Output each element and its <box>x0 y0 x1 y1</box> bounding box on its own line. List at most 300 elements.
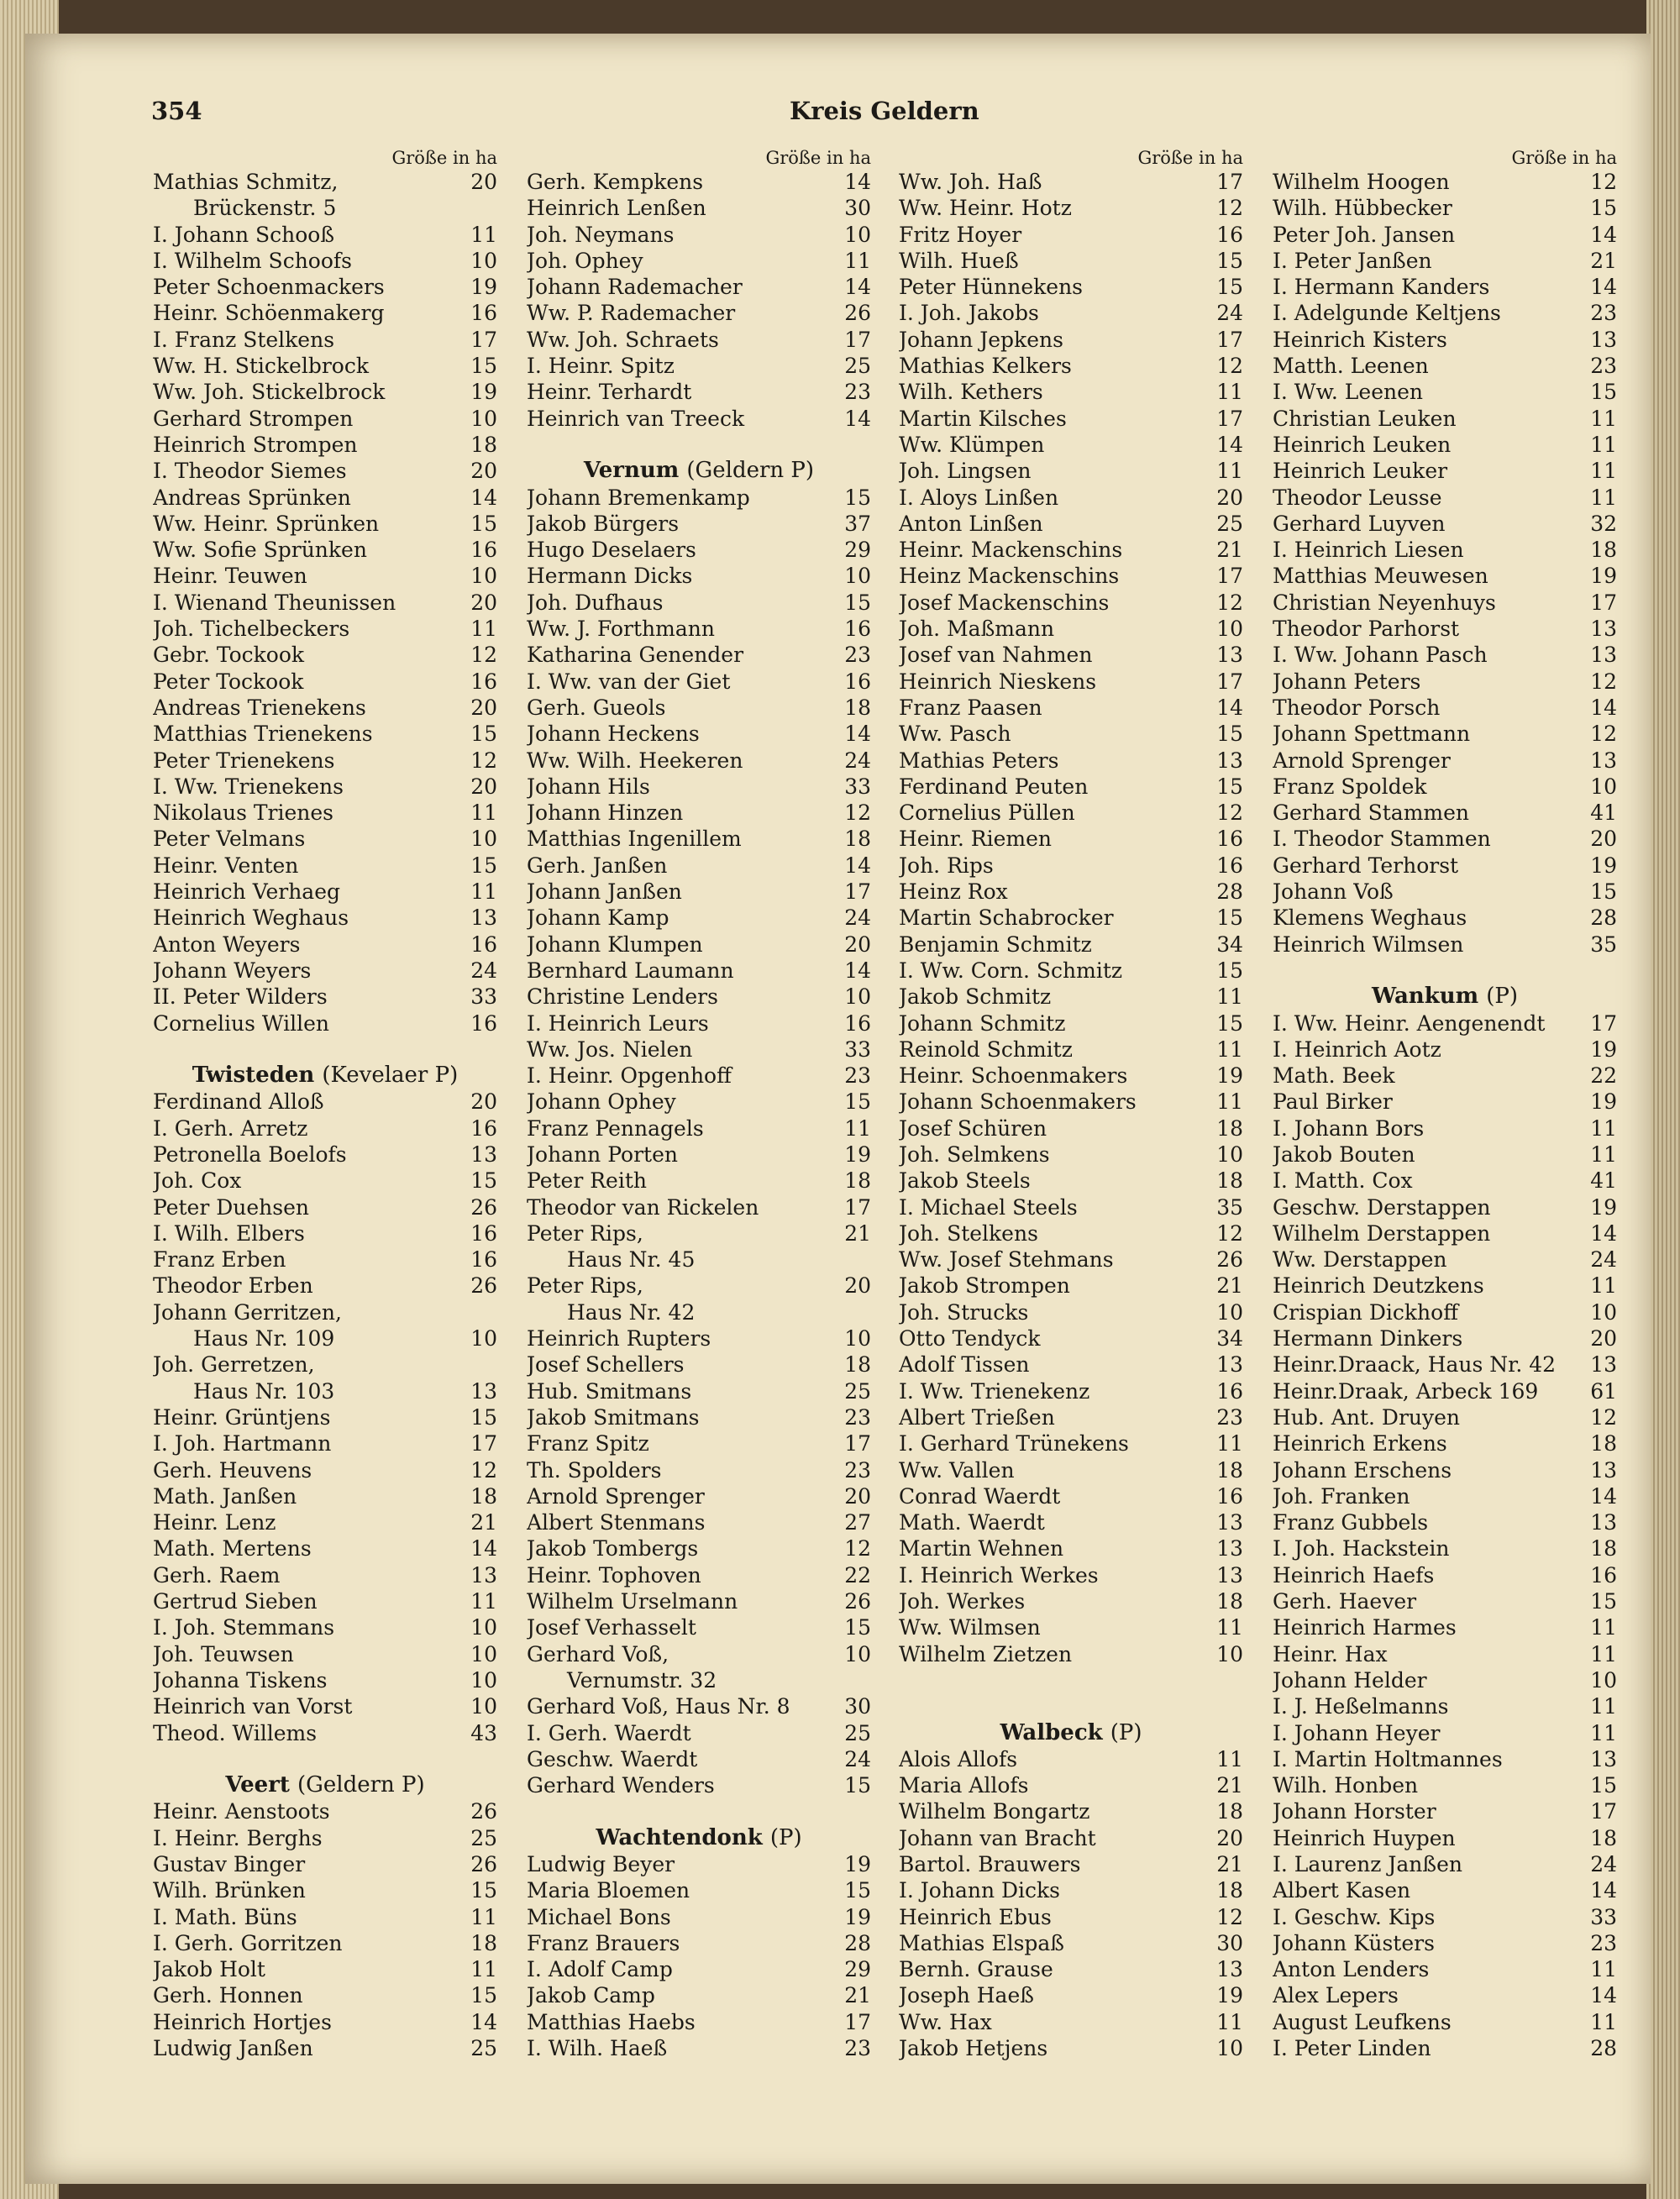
owner-name: Gerhard Terhorst <box>1273 853 1459 878</box>
owner-name: I. Heinr. Spitz <box>527 354 675 379</box>
owner-name: Jakob Hetjens <box>899 2036 1048 2061</box>
list-item <box>899 379 1243 405</box>
list-item <box>899 1430 1243 1456</box>
list-item <box>1273 932 1617 958</box>
owner-name: I. Ww. Heinr. Aengenendt <box>1273 1010 1546 1036</box>
list-item <box>1273 879 1617 905</box>
area-ha: 16 <box>1216 1483 1243 1509</box>
area-ha: 11 <box>1216 984 1243 1010</box>
list-item <box>153 1325 497 1351</box>
area-ha: 25 <box>470 2036 497 2061</box>
area-ha: 34 <box>1216 1326 1243 1351</box>
area-ha: 37 <box>844 511 871 536</box>
list-item <box>1273 1141 1617 1168</box>
owner-name: Bernh. Grause <box>899 1957 1053 1982</box>
list-item <box>527 958 871 984</box>
list-item <box>153 511 497 537</box>
list-item <box>1273 1851 1617 1877</box>
area-ha: 10 <box>470 406 497 431</box>
owner-name: Matthias Meuwesen <box>1273 564 1488 589</box>
list-item <box>899 932 1243 958</box>
list-item <box>899 616 1243 642</box>
owner-name: I. Johann Schooß <box>153 222 335 247</box>
owner-name: Gerh. Janßen <box>527 853 668 878</box>
area-ha: 12 <box>1216 354 1243 379</box>
area-ha: 16 <box>470 1010 497 1036</box>
owner-name: Vernumstr. 32 <box>567 1667 717 1693</box>
owner-name: Heinr. Grüntjens <box>153 1404 331 1430</box>
area-ha: 13 <box>1590 1746 1617 1771</box>
list-item <box>153 406 497 432</box>
area-ha: 13 <box>1590 1352 1617 1378</box>
area-ha: 18 <box>470 1483 497 1509</box>
spacer <box>1273 958 1617 984</box>
owner-name: Gerhard Wenders <box>527 1773 715 1798</box>
list-item <box>527 1010 871 1037</box>
owner-name: Peter Velmans <box>153 827 306 852</box>
list-item <box>1273 458 1617 484</box>
list-item <box>527 1614 871 1640</box>
section-name: Wachtendonk <box>596 1824 770 1850</box>
owner-name: Wilh. Hübbecker <box>1273 196 1452 221</box>
area-ha: 11 <box>1216 1089 1243 1115</box>
area-ha: 19 <box>1590 1037 1617 1062</box>
area-ha: 10 <box>470 1694 497 1719</box>
owner-name: Ludwig Beyer <box>527 1852 675 1876</box>
area-ha: 16 <box>1590 1562 1617 1588</box>
area-ha: 15 <box>844 1089 871 1115</box>
list-item <box>527 1430 871 1456</box>
owner-name: Math. Waerdt <box>899 1510 1045 1535</box>
area-ha: 15 <box>1216 774 1243 799</box>
owner-name: I. Adelgunde Keltjens <box>1273 301 1501 326</box>
area-ha: 20 <box>470 170 497 194</box>
owner-name: Hermann Dinkers <box>1273 1326 1463 1351</box>
section-parish: (Kevelaer P) <box>322 1063 459 1089</box>
area-ha: 14 <box>844 853 871 878</box>
area-ha: 14 <box>1216 432 1243 457</box>
area-ha: 11 <box>1590 1694 1617 1719</box>
list-item <box>899 327 1243 353</box>
section-heading <box>527 458 871 484</box>
owner-name: I. J. Heßelmanns <box>1273 1694 1449 1719</box>
list-item <box>153 958 497 984</box>
owner-name: Ww. Hax <box>899 2009 992 2034</box>
area-ha: 28 <box>1590 905 1617 931</box>
list-item <box>153 274 497 300</box>
owner-name: Joh. Werkes <box>899 1589 1026 1614</box>
list-item <box>153 1457 497 1483</box>
area-ha: 25 <box>844 1720 871 1745</box>
area-ha: 16 <box>1216 853 1243 878</box>
area-ha: 10 <box>470 248 497 273</box>
area-ha: 10 <box>1590 1299 1617 1325</box>
list-item <box>527 1246 871 1273</box>
list-item <box>527 563 871 589</box>
area-ha: 16 <box>844 669 871 694</box>
owner-name: Peter Tockook <box>153 669 304 694</box>
owner-name: Heinr. Tophoven <box>527 1562 701 1588</box>
list-item <box>153 1904 497 1930</box>
area-ha: 30 <box>844 1694 871 1719</box>
area-ha: 21 <box>1216 1852 1243 1876</box>
list-item <box>527 274 871 300</box>
owner-name: Johann Weyers <box>153 958 312 983</box>
area-ha: 12 <box>1216 590 1243 615</box>
list-item <box>1273 1168 1617 1194</box>
owner-name: Wilh. Brünken <box>153 1878 306 1903</box>
list-item <box>527 1772 871 1798</box>
owner-name: Jakob Bouten <box>1273 1141 1415 1167</box>
area-ha: 13 <box>1216 1957 1243 1982</box>
area-ha: 26 <box>470 1852 497 1876</box>
owner-name: Wilhelm Bongartz <box>899 1799 1090 1824</box>
list-item <box>527 748 871 774</box>
column-header: Größe in ha <box>1511 148 1617 168</box>
area-ha <box>839 1299 871 1325</box>
owner-name: Joseph Haeß <box>899 1983 1034 2008</box>
area-ha: 10 <box>844 984 871 1010</box>
owner-name: Paul Birker <box>1273 1089 1393 1115</box>
list-item <box>153 1010 497 1037</box>
list-item <box>1273 1194 1617 1220</box>
list-item <box>899 274 1243 300</box>
list-item <box>899 905 1243 931</box>
list-item <box>527 1089 871 1115</box>
list-item <box>1273 800 1617 826</box>
area-ha: 23 <box>1590 354 1617 379</box>
book-page-edges-right <box>1646 0 1680 2199</box>
area-ha: 11 <box>844 248 871 273</box>
list-item <box>527 616 871 642</box>
list-item <box>153 853 497 879</box>
list-item <box>153 1851 497 1877</box>
owner-name: Joh. Maßmann <box>899 617 1055 642</box>
area-ha: 17 <box>844 327 871 352</box>
area-ha: 29 <box>844 1957 871 1982</box>
owner-name: Gerh. Kempkens <box>527 170 704 194</box>
area-ha: 15 <box>1216 905 1243 931</box>
owner-name: Bartol. Brauwers <box>899 1852 1081 1876</box>
area-ha: 13 <box>1216 748 1243 773</box>
area-ha: 18 <box>1216 1115 1243 1141</box>
area-ha: 13 <box>470 905 497 931</box>
list-item <box>899 1798 1243 1824</box>
list-item <box>527 774 871 800</box>
list-item <box>153 353 497 379</box>
list-item <box>899 1089 1243 1115</box>
section-heading <box>1273 984 1617 1010</box>
owner-name: Heinrich Nieskens <box>899 669 1097 694</box>
area-ha: 33 <box>844 1037 871 1062</box>
area-ha: 12 <box>470 643 497 668</box>
list-item <box>1273 1772 1617 1798</box>
area-ha: 10 <box>1216 1299 1243 1325</box>
section-heading <box>153 1772 497 1798</box>
area-ha: 15 <box>844 1878 871 1903</box>
list-item <box>899 1588 1243 1614</box>
area-ha: 35 <box>1590 932 1617 957</box>
area-ha: 18 <box>470 1930 497 1955</box>
owner-name: Gebr. Tockook <box>153 643 305 668</box>
list-item <box>527 327 871 353</box>
list-item <box>1273 1220 1617 1246</box>
list-item <box>153 537 497 563</box>
list-item <box>1273 1956 1617 1982</box>
owner-name: Mathias Peters <box>899 748 1059 773</box>
area-ha: 32 <box>1590 511 1617 536</box>
owner-name: Ludwig Janßen <box>153 2036 313 2061</box>
area-ha: 16 <box>844 1010 871 1036</box>
owner-name: Gerhard Luyven <box>1273 511 1446 536</box>
owner-name: Th. Spolders <box>527 1457 662 1483</box>
area-ha: 11 <box>1216 2009 1243 2034</box>
owner-name: Heinr.Draack, Haus Nr. 42 <box>1273 1352 1557 1378</box>
owner-name: I. Heinr. Berghs <box>153 1825 323 1850</box>
area-ha: 12 <box>1590 1404 1617 1430</box>
owner-name: Franz Erben <box>153 1247 286 1273</box>
area-ha: 16 <box>1216 1378 1243 1404</box>
owner-name: Johann Horster <box>1273 1799 1436 1824</box>
list-item <box>1273 853 1617 879</box>
owner-name: Martin Schabrocker <box>899 905 1114 931</box>
list-item <box>1273 511 1617 537</box>
area-ha: 13 <box>1590 1510 1617 1535</box>
column-1 <box>153 147 497 2061</box>
owner-name: Joh. Rips <box>899 853 994 878</box>
area-ha: 22 <box>1590 1063 1617 1089</box>
area-ha: 21 <box>1216 1773 1243 1798</box>
list-item <box>899 1509 1243 1535</box>
owner-name: Peter Rips, <box>527 1220 643 1246</box>
area-ha <box>839 1246 871 1273</box>
area-ha: 61 <box>1590 1378 1617 1404</box>
area-ha: 20 <box>470 695 497 720</box>
list-item <box>527 1141 871 1168</box>
list-item <box>899 642 1243 668</box>
area-ha: 23 <box>844 643 871 668</box>
list-item <box>899 1904 1243 1930</box>
owner-name: Geschw. Waerdt <box>527 1746 698 1771</box>
list-item <box>527 721 871 747</box>
section-name: Walbeck <box>1000 1719 1110 1745</box>
list-item <box>899 1457 1243 1483</box>
owner-name: I. Heinrich Leurs <box>527 1010 709 1036</box>
list-item <box>1273 1273 1617 1299</box>
list-item <box>153 1798 497 1824</box>
area-ha: 10 <box>1216 617 1243 642</box>
owner-name: Johann van Bracht <box>899 1825 1096 1850</box>
list-item <box>527 1378 871 1404</box>
area-ha: 34 <box>1216 932 1243 957</box>
owner-name: I. Geschw. Kips <box>1273 1904 1436 1929</box>
spacer <box>899 1667 1243 1693</box>
area-ha: 20 <box>470 1089 497 1115</box>
owner-name: Math. Janßen <box>153 1483 297 1509</box>
column-2 <box>527 147 871 2061</box>
list-item <box>899 590 1243 616</box>
owner-name: Gerh. Raem <box>153 1562 281 1588</box>
owner-name: Hub. Ant. Druyen <box>1273 1404 1461 1430</box>
area-ha: 10 <box>844 222 871 247</box>
owner-name: Ww. Wilmsen <box>899 1615 1041 1640</box>
owner-name: Wilhelm Zietzen <box>899 1641 1073 1666</box>
area-ha: 19 <box>1590 564 1617 589</box>
list-item <box>899 1535 1243 1561</box>
list-item <box>153 695 497 721</box>
area-ha: 14 <box>1590 1878 1617 1903</box>
list-item <box>527 1220 871 1246</box>
owner-name: I. Wilh. Haeß <box>527 2036 668 2061</box>
area-ha: 14 <box>1590 695 1617 720</box>
owner-name: Math. Mertens <box>153 1536 312 1561</box>
area-ha: 11 <box>1590 485 1617 510</box>
owner-name: Johann Jepkens <box>899 327 1063 352</box>
list-item <box>153 984 497 1010</box>
list-item <box>527 1273 871 1299</box>
owner-name: Ww. Jos. Nielen <box>527 1037 693 1062</box>
area-ha: 24 <box>470 958 497 983</box>
list-item <box>899 695 1243 721</box>
owner-name: Petronella Boelofs <box>153 1141 347 1167</box>
list-item <box>527 932 871 958</box>
section-parish: (P) <box>769 1824 802 1850</box>
list-item <box>899 669 1243 695</box>
area-ha: 10 <box>1216 1141 1243 1167</box>
owner-name: I. Math. Büns <box>153 1904 297 1929</box>
owner-name: Otto Tendyck <box>899 1326 1041 1351</box>
area-ha: 17 <box>1590 590 1617 615</box>
list-item <box>527 379 871 405</box>
list-item <box>899 1772 1243 1798</box>
list-item <box>527 1037 871 1063</box>
owner-name: Heinr. Schöenmakerg <box>153 301 385 326</box>
owner-name: Wilhelm Hoogen <box>1273 170 1450 194</box>
list-item <box>1273 1299 1617 1325</box>
owner-name: Heinrich Leuken <box>1273 432 1452 457</box>
list-item <box>153 248 497 274</box>
owner-name: Wilhelm Urselmann <box>527 1589 738 1614</box>
owner-name: Ww. Klümpen <box>899 432 1045 457</box>
owner-name: Joh. Selmkens <box>899 1141 1050 1167</box>
list-item <box>527 169 871 195</box>
area-ha: 14 <box>1590 1483 1617 1509</box>
owner-name: Anton Lenders <box>1273 1957 1430 1982</box>
owner-name: Cornelius Willen <box>153 1010 330 1036</box>
list-item <box>1273 1089 1617 1115</box>
owner-name: Ww. Sofie Sprünken <box>153 538 367 563</box>
area-ha: 14 <box>844 722 871 747</box>
list-item <box>1273 432 1617 458</box>
area-ha: 15 <box>1590 196 1617 221</box>
owner-name: Johann Schoenmakers <box>899 1089 1137 1115</box>
owner-name: Joh. Gerretzen, <box>153 1352 315 1378</box>
owner-name: I. Gerh. Gorritzen <box>153 1930 343 1955</box>
list-item <box>527 642 871 668</box>
list-item <box>899 169 1243 195</box>
area-ha: 24 <box>844 905 871 931</box>
area-ha: 18 <box>1590 1825 1617 1850</box>
list-item <box>153 879 497 905</box>
list-item <box>153 1693 497 1719</box>
list-item <box>527 537 871 563</box>
area-ha: 17 <box>1216 406 1243 431</box>
list-item <box>153 1614 497 1640</box>
list-item <box>1273 1930 1617 1956</box>
owner-name: Franz Spoldek <box>1273 774 1427 799</box>
area-ha: 20 <box>1590 1326 1617 1351</box>
owner-name: I. Peter Janßen <box>1273 248 1432 273</box>
area-ha: 15 <box>470 1404 497 1430</box>
list-item <box>153 432 497 458</box>
list-item <box>153 1194 497 1220</box>
area-ha: 11 <box>470 222 497 247</box>
list-item <box>899 1299 1243 1325</box>
owner-name: Joh. Franken <box>1273 1483 1410 1509</box>
owner-name: Heinr. Lenz <box>153 1510 276 1535</box>
area-ha: 15 <box>470 1168 497 1194</box>
owner-name: Johann Erschens <box>1273 1457 1452 1483</box>
area-ha: 18 <box>844 1168 871 1194</box>
area-ha <box>465 1299 497 1325</box>
owner-name: Johann Ophey <box>527 1089 676 1115</box>
list-item <box>899 1404 1243 1430</box>
list-item <box>899 1378 1243 1404</box>
owner-name: Heinrich van Vorst <box>153 1694 353 1719</box>
list-item <box>527 1746 871 1772</box>
owner-name: I. Michael Steels <box>899 1194 1078 1220</box>
list-item <box>153 721 497 747</box>
list-item <box>153 1089 497 1115</box>
area-ha: 15 <box>1216 1010 1243 1036</box>
list-item <box>1273 1483 1617 1509</box>
list-item <box>527 826 871 852</box>
owner-name: I. Wienand Theunissen <box>153 590 396 615</box>
area-ha: 15 <box>1590 380 1617 405</box>
section-parish: (Geldern P) <box>297 1772 425 1798</box>
area-ha: 33 <box>844 774 871 799</box>
area-ha: 41 <box>1590 1168 1617 1194</box>
owner-name: I. Hermann Kanders <box>1273 275 1490 300</box>
spacer <box>527 432 871 458</box>
area-ha: 15 <box>1590 1773 1617 1798</box>
owner-name: Joh. Neymans <box>527 222 675 247</box>
owner-name: Matthias Trienekens <box>153 722 373 747</box>
owner-name: Mathias Kelkers <box>899 354 1072 379</box>
area-ha: 14 <box>844 275 871 300</box>
area-ha: 18 <box>1590 538 1617 563</box>
owner-name: Heinr. Riemen <box>899 827 1053 852</box>
list-item <box>899 406 1243 432</box>
owner-name: Peter Trienekens <box>153 748 335 773</box>
owner-name: Franz Spitz <box>527 1431 649 1456</box>
list-item <box>1273 1430 1617 1456</box>
list-item <box>527 984 871 1010</box>
owner-name: Joh. Ophey <box>527 248 643 273</box>
list-item <box>1273 1825 1617 1851</box>
section-parish: (Geldern P) <box>686 458 815 484</box>
owner-name: Ferdinand Peuten <box>899 774 1089 799</box>
area-ha: 11 <box>470 800 497 826</box>
list-item <box>153 800 497 826</box>
owner-name: I. Theodor Stammen <box>1273 827 1491 852</box>
owner-name: Haus Nr. 109 <box>193 1326 335 1351</box>
owner-name: Franz Pennagels <box>527 1115 704 1141</box>
area-ha: 25 <box>844 1378 871 1404</box>
area-ha: 21 <box>1216 538 1243 563</box>
area-ha: 18 <box>1216 1878 1243 1903</box>
area-ha: 11 <box>1590 432 1617 457</box>
